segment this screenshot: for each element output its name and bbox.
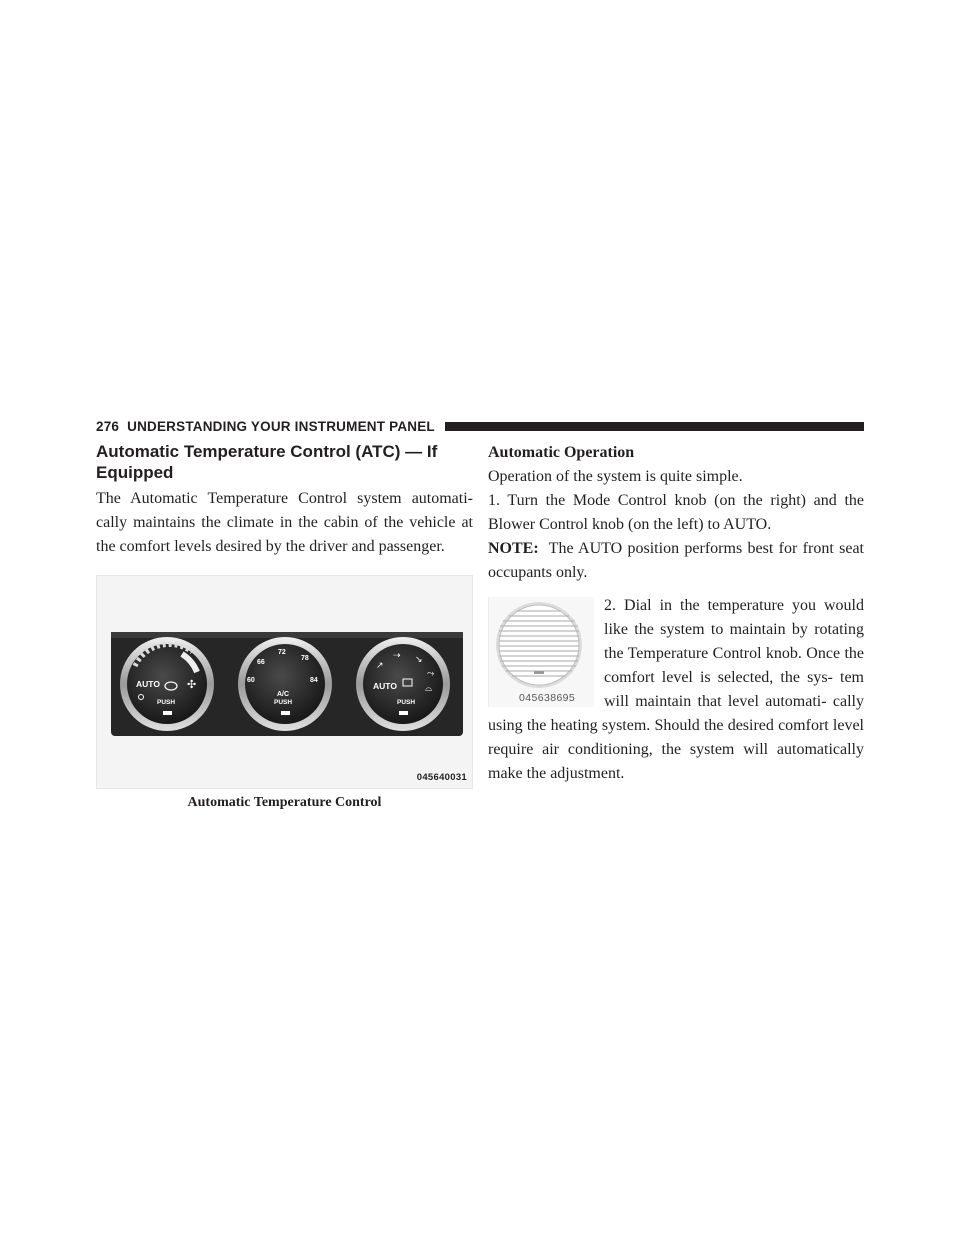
intro-line: Operation of the system is quite simple.	[488, 468, 743, 485]
mix-icon: ⤳	[427, 669, 435, 679]
temp-84: 84	[310, 677, 318, 684]
knob-left-push: PUSH	[157, 699, 176, 706]
atc-figure	[96, 575, 473, 789]
floor-icon: ↘	[415, 655, 423, 665]
fan-icon: ✣	[187, 678, 197, 691]
knob-right-push: PUSH	[397, 699, 416, 706]
section-title: UNDERSTANDING YOUR INSTRUMENT PANEL	[127, 418, 435, 434]
panel-vent-icon: ↗	[376, 661, 384, 671]
temp-66: 66	[257, 659, 265, 666]
note-label: NOTE:	[488, 540, 539, 557]
knob-left-auto: AUTO	[136, 679, 160, 689]
step-1: 1. Turn the Mode Control knob (on the right) and the Blower Control knob (on the left) to AUTO.	[488, 492, 864, 533]
temp-72: 72	[278, 649, 286, 656]
bilevel-icon: ⇢	[393, 651, 401, 661]
atc-intro-paragraph: The Automatic Temperature Control system automati- cally maintains the climate in the cabin of the vehicle at the comfort levels desired by the driver and passenger.	[96, 490, 473, 555]
left-column	[96, 441, 473, 811]
note-text: The AUTO position performs best for front seat occupants only.	[488, 540, 864, 581]
defrost-icon: ⌓	[425, 684, 433, 694]
thumbnail-code: 045638695	[519, 692, 576, 704]
knob-thumbnail-illustration	[489, 597, 595, 707]
step-2: 2. Dial in the temperature you would like the system to maintain by rotating the Temperature Control knob. Once the comfort level is selected, the sys- tem will maintain that level automati- cally using the heating system. Should the desired comfort level require air conditioning, the system will automatically make the adjustment.	[488, 597, 864, 782]
knob-right-auto: AUTO	[373, 681, 397, 691]
note-paragraph	[488, 537, 864, 585]
figure-code: 045640031	[416, 772, 467, 783]
right-column	[488, 441, 864, 786]
temp-78: 78	[301, 655, 309, 662]
automatic-operation-heading: Automatic Operation	[488, 444, 635, 461]
header-rule	[445, 422, 864, 431]
temperature-knob-thumbnail	[488, 597, 594, 707]
atc-heading: Automatic Temperature Control (ATC) — If Equipped	[96, 442, 438, 482]
knob-center-ac: A/C	[277, 691, 290, 698]
temp-60: 60	[247, 677, 255, 684]
page-header	[96, 416, 864, 436]
atc-panel-illustration	[97, 576, 473, 789]
step-2-block	[488, 594, 864, 786]
blower-knob	[120, 637, 214, 731]
temperature-knob	[238, 637, 332, 731]
figure-caption: Automatic Temperature Control	[187, 795, 382, 810]
page-number: 276	[96, 418, 120, 434]
knob-center-push: PUSH	[274, 699, 293, 706]
mode-knob	[356, 637, 450, 731]
